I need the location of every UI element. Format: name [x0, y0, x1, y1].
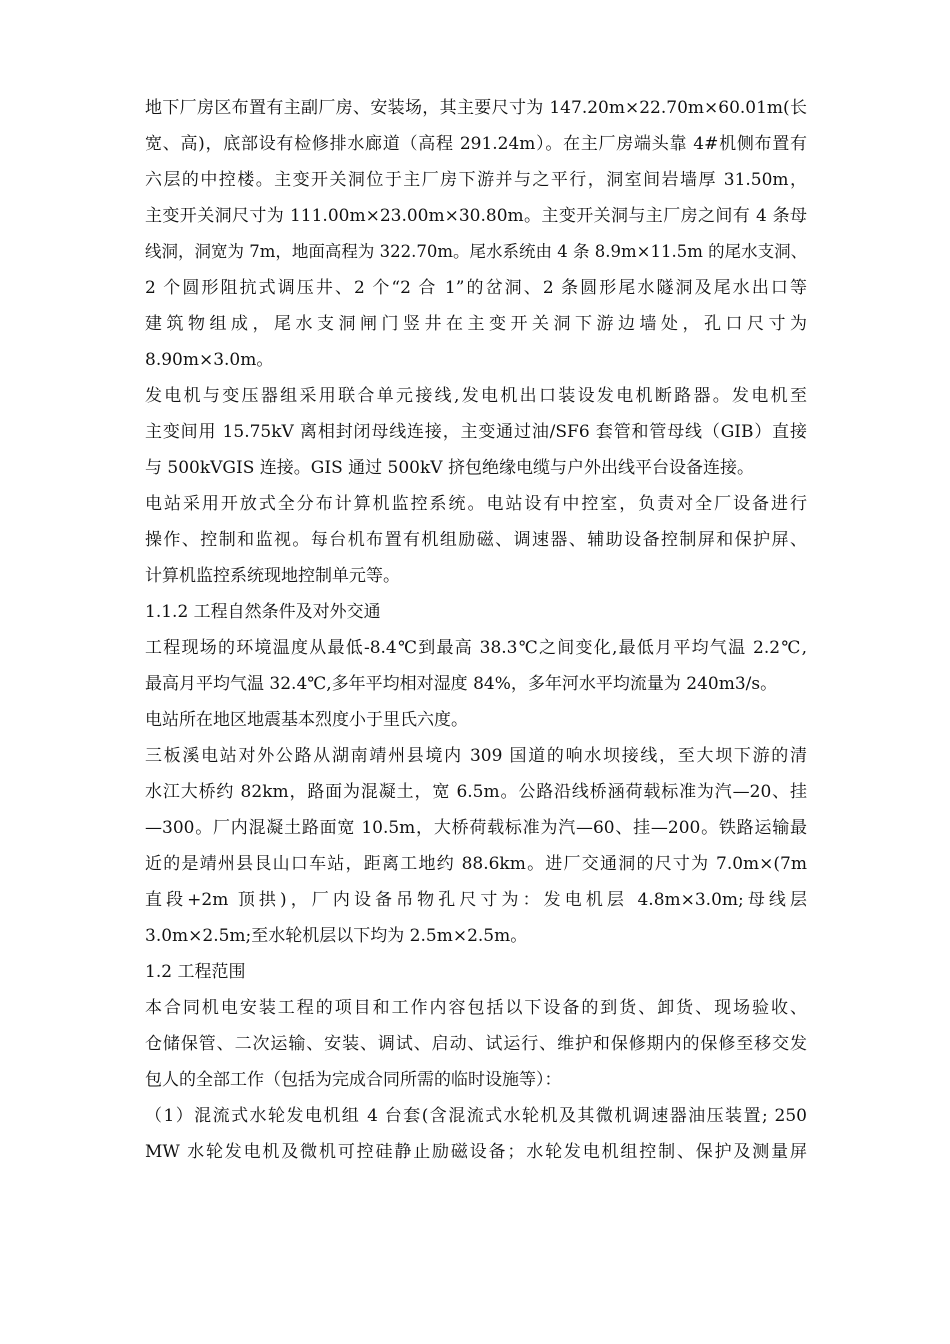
text-line: 发电机与变压器组采用联合单元接线,发电机出口装设发电机断路器。发电机至 — [145, 386, 807, 406]
text-line: 近的是靖州县艮山口车站，距离工地约 88.6km。进厂交通洞的尺寸为 7.0m×(7m — [145, 854, 807, 874]
text-line: MW 水轮发电机及微机可控硅静止励磁设备；水轮发电机组控制、保护及测量屏 — [145, 1142, 807, 1162]
text-line: 1.1.2 工程自然条件及对外交通 — [145, 602, 381, 622]
text-line: 本合同机电安装工程的项目和工作内容包括以下设备的到货、卸货、现场验收、 — [145, 998, 807, 1018]
text-line: 包人的全部工作（包括为完成合同所需的临时设施等）： — [145, 1070, 562, 1090]
text-line: 8.90m×3.0m。 — [145, 350, 274, 370]
text-line: 主变间用 15.75kV 离相封闭母线连接，主变通过油/SF6 套管和管母线（GIB）直接 — [145, 422, 807, 442]
text-line: 六层的中控楼。主变开关洞位于主厂房下游并与之平行，洞室间岩墙厚 31.50m， — [145, 170, 807, 190]
text-line: 建筑物组成，尾水支洞闸门竖井在主变开关洞下游边墙处，孔口尺寸为 — [145, 314, 807, 334]
text-line: 直段+2m 顶拱)，厂内设备吊物孔尺寸为：发电机层 4.8m×3.0m;母线层 — [145, 890, 807, 910]
text-line: 宽、高)，底部设有检修排水廊道（高程 291.24m）。在主厂房端头靠 4#机侧布置有 — [145, 134, 807, 154]
text-line: 1.2 工程范围 — [145, 962, 246, 982]
text-line: 地下厂房区布置有主副厂房、安装场，其主要尺寸为 147.20m×22.70m×60.01m(长 — [145, 98, 807, 118]
text-line: 电站所在地区地震基本烈度小于里氏六度。 — [145, 710, 468, 730]
text-line: 线洞，洞宽为 7m，地面高程为 322.70m。尾水系统由 4 条 8.9m×11.5m 的尾水支洞、 — [145, 242, 807, 261]
text-line: 最高月平均气温 32.4℃,多年平均相对湿度 84%，多年河水平均流量为 240m3/s。 — [145, 674, 778, 694]
text-line: 工程现场的环境温度从最低-8.4℃到最高 38.3℃之间变化,最低月平均气温 2.2℃, — [145, 638, 807, 658]
text-line: 仓储保管、二次运输、安装、调试、启动、试运行、维护和保修期内的保修至移交发 — [145, 1034, 807, 1054]
text-line: —300。厂内混凝土路面宽 10.5m，大桥荷载标准为汽—60、挂—200。铁路运输最 — [145, 818, 807, 838]
text-line: 与 500kVGIS 连接。GIS 通过 500kV 挤包绝缘电缆与户外出线平台设备连接。 — [145, 458, 754, 478]
document-body — [145, 90, 807, 1170]
text-line: 电站采用开放式全分布计算机监控系统。电站设有中控室，负责对全厂设备进行 — [145, 494, 807, 514]
text-line: 水江大桥约 82km，路面为混凝土，宽 6.5m。公路沿线桥涵荷载标准为汽—20、挂 — [145, 782, 807, 802]
text-line: 操作、控制和监视。每台机布置有机组励磁、调速器、辅助设备控制屏和保护屏、 — [145, 530, 807, 550]
text-line: 3.0m×2.5m;至水轮机层以下均为 2.5m×2.5m。 — [145, 926, 528, 946]
text-line: 2 个圆形阻抗式调压井、2 个“2 合 1”的岔洞、2 条圆形尾水隧洞及尾水出口等 — [145, 278, 807, 298]
text-line: 计算机监控系统现地控制单元等。 — [145, 566, 400, 586]
text-line: 主变开关洞尺寸为 111.00m×23.00m×30.80m。主变开关洞与主厂房之间有 4 条母 — [145, 206, 807, 226]
text-line: （1）混流式水轮发电机组 4 台套(含混流式水轮机及其微机调速器油压装置; 250 — [145, 1106, 807, 1126]
text-line: 三板溪电站对外公路从湖南靖州县境内 309 国道的响水坝接线，至大坝下游的清 — [145, 746, 807, 766]
